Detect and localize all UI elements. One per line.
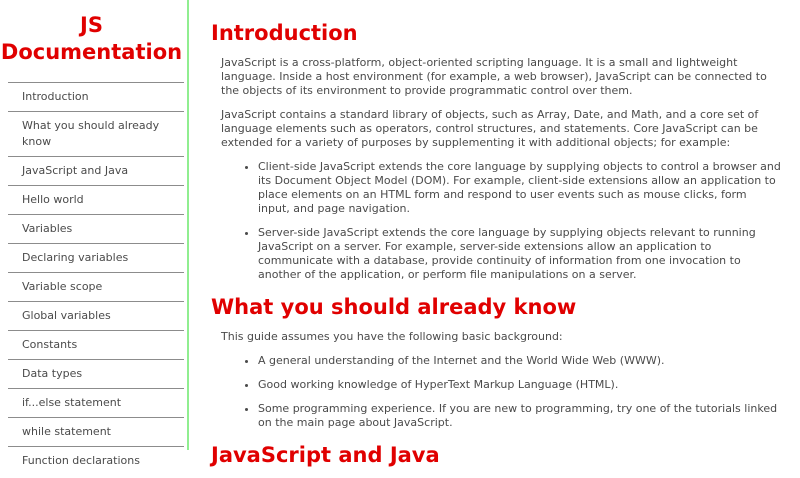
sidebar-item-variable-scope[interactable]: Variable scope	[8, 272, 184, 301]
list-item: • Some programming experience. If you are new to programming, try one of the tutorials linked on the main page about JavaScript.	[258, 402, 791, 430]
sidebar-title-line2: Documentation	[0, 40, 183, 64]
sidebar-item-data-types[interactable]: Data types	[8, 359, 184, 388]
section-introduction	[211, 20, 791, 282]
sidebar-item-variables[interactable]: Variables	[8, 214, 184, 243]
section-heading: JavaScript and Java	[211, 443, 440, 467]
sidebar-item-introduction[interactable]: Introduction	[8, 82, 184, 111]
section-javascript-and-java	[211, 442, 791, 468]
main-content	[211, 0, 791, 478]
sidebar-item-global-variables[interactable]: Global variables	[8, 301, 184, 330]
list-item: • Good working knowledge of HyperText Markup Language (HTML).	[258, 378, 791, 392]
section-what-you-should-already-know	[211, 294, 791, 430]
list-item: • Server-side JavaScript extends the core language by supplying objects relevant to running JavaScript on a server. For example, server-side extensions allow an application to communicate with a database, provide continuity of information from one invocation to another of the application, or perform file manipulations on a server.	[258, 226, 791, 282]
section-heading: Introduction	[211, 21, 358, 45]
sidebar-item-if-else-statement[interactable]: if...else statement	[8, 388, 184, 417]
sidebar-item-constants[interactable]: Constants	[8, 330, 184, 359]
sidebar-item-declaring-variables[interactable]: Declaring variables	[8, 243, 184, 272]
sidebar-title-line1: JS	[80, 13, 103, 37]
sidebar-item-while-statement[interactable]: while statement	[8, 417, 184, 446]
sidebar-item-what-you-should-already-know[interactable]: What you should already know	[8, 111, 184, 156]
bullet-list	[258, 160, 791, 282]
sidebar-item-hello-world[interactable]: Hello world	[8, 185, 184, 214]
section-heading: What you should already know	[211, 295, 577, 319]
paragraph: JavaScript is a cross-platform, object-oriented scripting language. It is a small and lightweight language. Inside a host environment (for example, a web browser), JavaScript can be connected to the objects of its environment to provide programmatic control over them.	[221, 56, 767, 97]
sidebar-nav	[0, 0, 189, 467]
sidebar-list	[0, 82, 187, 475]
paragraph: JavaScript contains a standard library of objects, such as Array, Date, and Math, and a core set of language elements such as operators, control structures, and statements. Core JavaScript can be extended for a variety of purposes by supplementing it with additional objects; for example:	[221, 108, 759, 149]
sidebar-title	[0, 0, 187, 82]
bullet-list	[258, 354, 791, 430]
paragraph: This guide assumes you have the following basic background:	[221, 330, 563, 343]
sidebar-item-javascript-and-java[interactable]: JavaScript and Java	[8, 156, 184, 185]
sidebar-item-function-declarations[interactable]: Function declarations	[8, 446, 184, 475]
list-item: • Client-side JavaScript extends the core language by supplying objects to control a browser and its Document Object Model (DOM). For example, client-side extensions allow an application to place elements on an HTML form and respond to user events such as mouse clicks, form input, and page navigation.	[258, 160, 791, 216]
list-item: • A general understanding of the Internet and the World Wide Web (WWW).	[258, 354, 791, 368]
